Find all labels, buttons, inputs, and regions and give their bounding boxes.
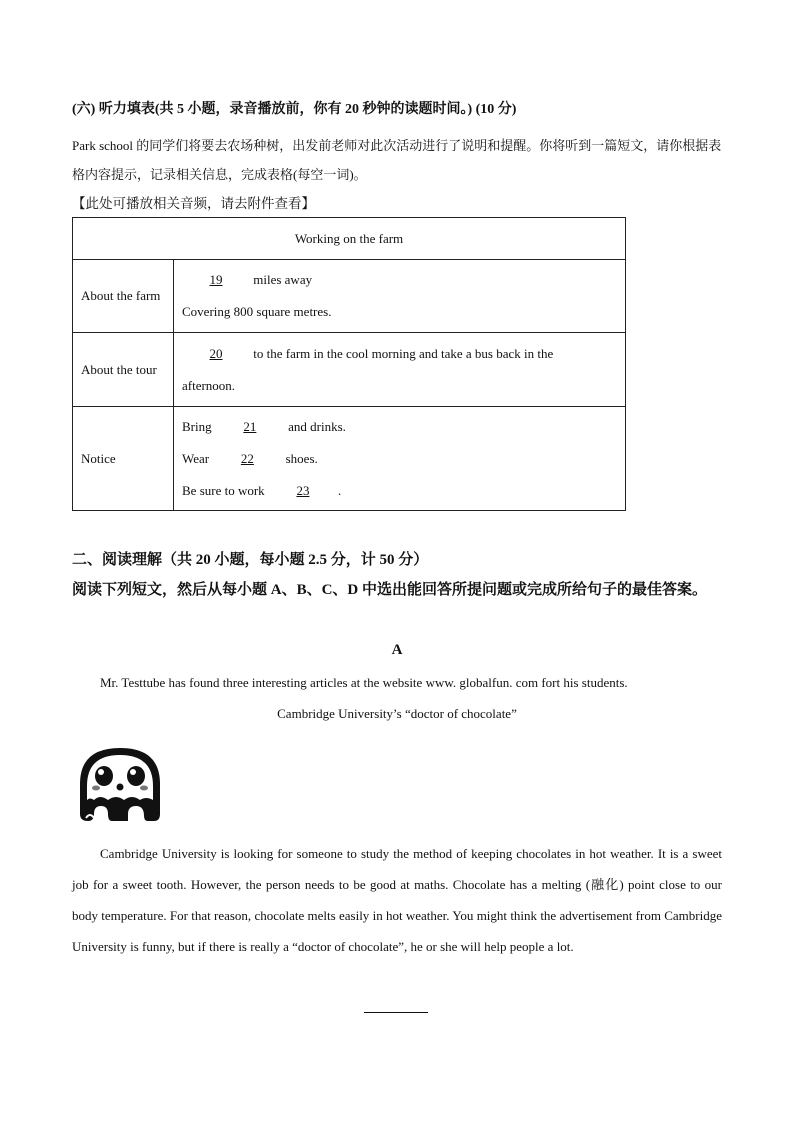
listening-table (72, 217, 626, 511)
row-label-notice: Notice (73, 407, 174, 511)
audio-note: 【此处可播放相关音频，请去附件查看】 (72, 196, 315, 211)
reading-intro: Mr. Testtube has found three interesting articles at the website www. globalfun. com fort his students. (100, 675, 628, 690)
blank-21: 21 (243, 418, 257, 434)
blank-22: 22 (240, 450, 254, 466)
row-label-tour: About the tour (73, 333, 174, 407)
listening-intro: Park school 的同学们将要去农场种树，出发前老师对此次活动进行了说明和提醒。你将听到一篇短文，请你根据表格内容提示，记录相关信息，完成表格(每空一词)。 (72, 138, 722, 182)
blank-19: 19 (209, 272, 223, 287)
divider-line (364, 1012, 428, 1013)
melting-chocolate-icon (74, 744, 166, 831)
article-title: Cambridge University’s “doctor of chocolate” (277, 706, 517, 721)
reading-section-heading: 二、阅读理解（共 20 小题，每小题 2.5 分，计 50 分） (72, 552, 429, 568)
listening-section-heading: (六) 听力填表(共 5 小题，录音播放前，你有 20 秒钟的读题时间。) (10 分) (72, 102, 517, 117)
table-title: Working on the farm (73, 218, 626, 260)
row-content-farm: 19 miles away Covering 800 square metres. (174, 260, 626, 333)
blank-20: 20 (209, 345, 223, 361)
article-body: Cambridge University is looking for someone to study the method of keeping chocolates in hot weather. It is a sweet job for a sweet tooth. However, the person needs to be good at maths. Chocolate has a melting (融化) point close to our body temperature. For that reason, chocolate melts easily in hot weather. You might think the advertisement from Cambridge University is funny, but if there is really a “doctor of chocolate”, he or she will help people a lot. (72, 846, 722, 954)
row-label-farm: About the farm (73, 260, 174, 333)
row-content-notice: Bring 21 and drinks. Wear 22 shoes. Be sure to work 23 . (174, 407, 626, 511)
blank-23: 23 (296, 482, 310, 498)
row-content-tour: 20 to the farm in the cool morning and take a bus back in the afternoon. (174, 333, 626, 407)
part-label: A (391, 642, 403, 658)
reading-instruction: 阅读下列短文，然后从每小题 A、B、C、D 中选出能回答所提问题或完成所给句子的最佳答案。 (72, 582, 708, 598)
